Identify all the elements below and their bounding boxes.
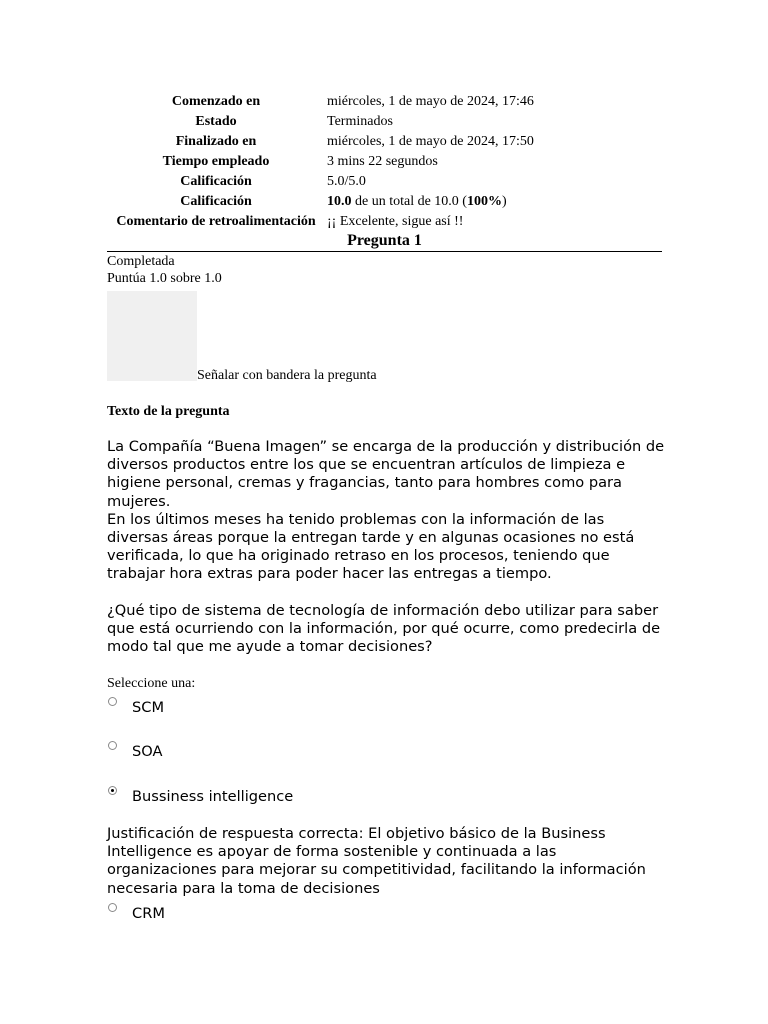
summary-row-marks <box>105 172 534 192</box>
answer-option-label[interactable]: Bussiness intelligence <box>132 788 294 805</box>
question-text-heading: Texto de la pregunta <box>107 404 230 419</box>
answer-option-label[interactable]: SOA <box>132 743 163 760</box>
summary-row-feedback <box>105 212 534 232</box>
summary-label: Calificación <box>180 174 252 189</box>
question-paragraph: La Compañía “Buena Imagen” se encarga de la producción y distribución de diversos productos entre los que se encuentran artículos de limpieza e higiene personal, cremas y fragancias, tanto para hombres como para mujeres. <box>107 438 665 510</box>
grade-score: 10.0 <box>327 194 352 209</box>
radio-button[interactable] <box>108 697 117 706</box>
summary-row-state <box>105 112 534 132</box>
grade-close: ) <box>501 194 507 209</box>
radio-button[interactable] <box>108 903 117 912</box>
radio-button[interactable] <box>108 741 117 750</box>
summary-label: Finalizado en <box>175 134 257 149</box>
question-text <box>107 438 667 656</box>
answer-justification: Justificación de respuesta correcta: El objetivo básico de la Business Intelligence es apoyar de forma sostenible y continuada a las organizaciones para mejorar su competitividad, facilitando la información necesaria para la toma de decisiones <box>107 825 646 897</box>
grade-percent: 100% <box>466 194 502 209</box>
summary-label: Tiempo empleado <box>162 154 270 169</box>
summary-row-time-taken <box>105 152 534 172</box>
radio-button-selected[interactable] <box>108 786 117 795</box>
question-paragraph: En los últimos meses ha tenido problemas con la información de las diversas áreas porque la entregan tarde y en algunas ocasiones no está verificada, lo que ha originado retraso en los procesos, teniendo que trabajar hora extras para poder hacer las entregas a tiempo. <box>107 510 635 583</box>
summary-value: ¡¡ Excelente, sigue así !! <box>327 214 464 229</box>
attempt-summary-table <box>105 92 534 232</box>
summary-row-finished <box>105 132 534 152</box>
select-one-label: Seleccione una: <box>107 676 196 691</box>
answer-option-label[interactable]: CRM <box>132 905 165 922</box>
summary-value: miércoles, 1 de mayo de 2024, 17:46 <box>327 94 534 109</box>
summary-value: 5.0/5.0 <box>327 174 366 189</box>
flag-question-link[interactable]: Señalar con bandera la pregunta <box>197 368 377 383</box>
question-score: Puntúa 1.0 sobre 1.0 <box>107 271 222 286</box>
summary-label: Comenzado en <box>171 94 261 109</box>
summary-value: miércoles, 1 de mayo de 2024, 17:50 <box>327 134 534 149</box>
summary-value: 3 mins 22 segundos <box>327 154 438 169</box>
question-status: Completada <box>107 254 175 269</box>
summary-label: Estado <box>195 114 237 129</box>
summary-label: Comentario de retroalimentación <box>116 214 316 229</box>
question-info <box>107 253 222 287</box>
question-heading: Pregunta 1 <box>107 231 662 252</box>
summary-row-started <box>105 92 534 112</box>
summary-value <box>327 192 534 212</box>
flag-icon[interactable] <box>107 291 197 381</box>
summary-row-grade <box>105 192 534 212</box>
summary-value: Terminados <box>327 114 393 129</box>
grade-total: de un total de 10.0 ( <box>351 194 467 209</box>
summary-label: Calificación <box>180 194 252 209</box>
answer-option-label[interactable]: SCM <box>132 699 165 716</box>
question-prompt: ¿Qué tipo de sistema de tecnología de información debo utilizar para saber que está ocurriendo con la información, por qué ocurre, como predecirla de modo tal que me ayude a tomar decisiones? <box>107 601 661 656</box>
